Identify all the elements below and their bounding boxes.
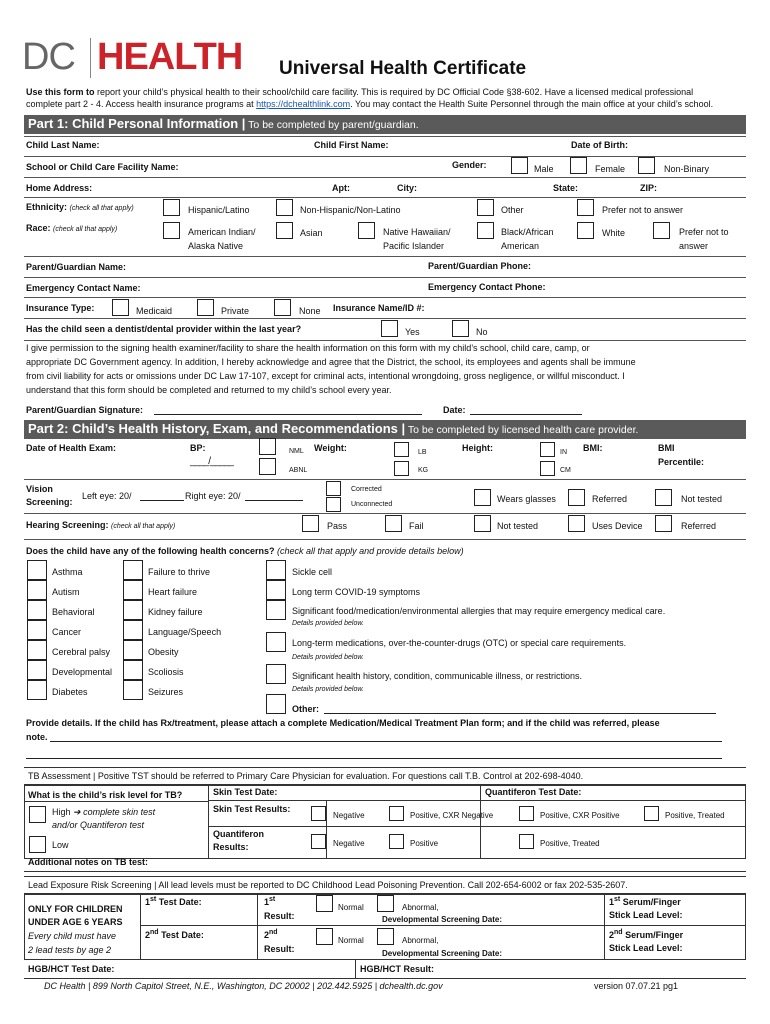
apt-label: Apt: [332, 183, 350, 193]
tb-qft-negative-checkbox[interactable] [311, 834, 326, 849]
hearing-referred-label: Referred [681, 521, 717, 531]
concern-col1-checkbox[interactable] [27, 640, 47, 660]
bp-abnl-checkbox[interactable] [259, 458, 276, 475]
concern-sickle-checkbox[interactable] [266, 560, 286, 580]
lead-result1-label2: Result: [264, 911, 295, 921]
tb-qft-negative-label: Negative [333, 839, 365, 848]
concern-col1-label: Asthma [52, 567, 83, 577]
signature-label: Parent/Guardian Signature: [26, 405, 144, 415]
tb-skin-treated-checkbox[interactable] [644, 806, 659, 821]
height-label: Height: [462, 443, 493, 453]
vision-uncorrected-label: Unconnected [351, 501, 393, 508]
tb-skin-pospos-label: Positive, CXR Positive [540, 811, 620, 820]
footer-address: DC Health | 899 North Capitol Street, N.E., Washington, DC 20002 | 202.442.5925 | dchealth.dc.gov [44, 981, 443, 991]
race-nh-checkbox[interactable] [358, 222, 375, 239]
provide-details-line1: Provide details. If the child has Rx/treatment, please attach a complete Medication/Medical Treatment Plan form; and if the child was referred, please [26, 718, 660, 728]
vision-referred-label: Referred [592, 494, 628, 504]
concern-col1-checkbox[interactable] [27, 620, 47, 640]
tb-notes-label: Additional notes on TB test: [28, 857, 148, 867]
lead-dev1-label: Developmental Screening Date: [382, 915, 503, 924]
hgb-result-label: HGB/HCT Result: [360, 964, 434, 974]
weight-lb-checkbox[interactable] [394, 442, 409, 457]
insurance-none-checkbox[interactable] [274, 299, 291, 316]
lead-serum1-label2: Stick Lead Level: [609, 910, 683, 920]
weight-kg-checkbox[interactable] [394, 461, 409, 476]
race-amind-checkbox[interactable] [163, 222, 180, 239]
race-asian-label: Asian [300, 228, 323, 238]
insurance-medicaid-label: Medicaid [136, 306, 173, 316]
insurance-medicaid-checkbox[interactable] [112, 299, 129, 316]
ec-name-label: Emergency Contact Name: [26, 283, 141, 293]
tb-skin-posneg-label: Positive, CXR Negative [410, 811, 494, 820]
pg-phone-label: Parent/Guardian Phone: [428, 261, 532, 271]
lead-result2-label: 2nd [264, 929, 278, 940]
lead-result1-normal-checkbox[interactable] [316, 895, 333, 912]
vision-wears-label: Wears glasses [497, 494, 556, 504]
vision-label1: Vision [26, 484, 53, 494]
left-eye-line[interactable] [140, 500, 184, 501]
dob-label: Date of Birth: [571, 140, 628, 150]
concern-allergies-details: Details provided below. [292, 620, 364, 627]
race-label: Race: (check all that apply) [26, 223, 118, 233]
permission-line1: I give permission to the signing health examiner/facility to share the health information on this form with my child’s school, child care, camp, or [26, 343, 590, 353]
concern-col2-checkbox[interactable] [123, 580, 143, 600]
hearing-label: Hearing Screening: (check all that apply) [26, 520, 176, 530]
tb-high-label: High ➔ complete skin test [52, 807, 156, 817]
tb-qft-treated-label: Positive, Treated [540, 839, 600, 848]
concern-covid-checkbox[interactable] [266, 580, 286, 600]
lead-result1-abnormal-checkbox[interactable] [377, 895, 394, 912]
bp-nml-label: NML [289, 448, 304, 455]
tb-skin-treated-label: Positive, Treated [665, 811, 725, 820]
lead-dev2-label: Developmental Screening Date: [382, 949, 503, 958]
race-black-checkbox[interactable] [477, 222, 494, 239]
concern-meds-checkbox[interactable] [266, 632, 286, 652]
tb-high-checkbox[interactable] [29, 806, 46, 823]
concern-covid-label: Long term COVID-19 symptoms [292, 587, 421, 597]
weight-label: Weight: [314, 443, 347, 453]
concern-col2-checkbox[interactable] [123, 600, 143, 620]
provide-details-line2: note. [26, 732, 48, 742]
concern-col1-checkbox[interactable] [27, 600, 47, 620]
concern-col1-checkbox[interactable] [27, 680, 47, 700]
race-nh-label2: Pacific Islander [383, 241, 445, 251]
race-amind-label2: Alaska Native [188, 241, 244, 251]
concern-col2-checkbox[interactable] [123, 620, 143, 640]
concern-col2-label: Language/Speech [148, 627, 222, 637]
insurance-none-label: None [299, 306, 321, 316]
lead-result2-label2: Result: [264, 944, 295, 954]
vision-corrected-label: Corrected [351, 486, 382, 493]
vision-corrected-checkbox[interactable] [326, 481, 341, 496]
concern-history-label: Significant health history, condition, communicable illness, or restrictions. [292, 671, 582, 681]
concern-col1-checkbox[interactable] [27, 660, 47, 680]
tb-qft-positive-label: Positive [410, 839, 439, 848]
race-white-checkbox[interactable] [577, 222, 594, 239]
gender-male-label: Male [534, 164, 554, 174]
race-white-label: White [602, 228, 626, 238]
home-address-label: Home Address: [26, 183, 93, 193]
race-prefer-checkbox[interactable] [653, 222, 670, 239]
race-nh-label1: Native Hawaiian/ [383, 227, 451, 237]
concern-other-checkbox[interactable] [266, 694, 286, 714]
tb-low-label: Low [52, 840, 69, 850]
lead-serum1-label: 1st Serum/Finger [609, 896, 681, 907]
arrow-right-icon: ➔ [73, 807, 81, 817]
hearing-referred-checkbox[interactable] [655, 515, 672, 532]
lead-test2-date-label: 2nd Test Date: [145, 929, 204, 940]
tb-skin-posneg-checkbox[interactable] [389, 806, 404, 821]
signature-date-line[interactable] [470, 414, 582, 415]
permission-line2: appropriate DC Government agency. In addition, I hereby acknowledge and agree that the District, the school, its employees and agents shall be immune [26, 357, 636, 367]
concern-col2-label: Scoliosis [148, 667, 184, 677]
tb-low-checkbox[interactable] [29, 836, 46, 853]
ethnicity-nonhispanic-checkbox[interactable] [276, 199, 293, 216]
gender-female-label: Female [595, 164, 626, 174]
provide-details-line[interactable] [50, 741, 722, 742]
hearing-fail-label: Fail [409, 521, 424, 531]
bp-label: BP: [190, 443, 206, 453]
footer-version: version 07.07.21 pg1 [594, 981, 679, 991]
vision-referred-checkbox[interactable] [568, 489, 585, 506]
race-amind-label1: American Indian/ [188, 227, 256, 237]
signature-line[interactable] [154, 414, 422, 415]
bmi-label: BMI: [583, 443, 603, 453]
state-label: State: [553, 183, 579, 193]
pg-name-label: Parent/Guardian Name: [26, 262, 127, 272]
city-label: City: [397, 183, 417, 193]
concern-col1-checkbox[interactable] [27, 580, 47, 600]
concern-history-checkbox[interactable] [266, 664, 286, 684]
race-asian-checkbox[interactable] [276, 222, 293, 239]
concern-meds-label: Long-term medications, over-the-counter-drugs (OTC) or special care requirements. [292, 638, 627, 648]
vision-uncorrected-checkbox[interactable] [326, 497, 341, 512]
lead-only2: UNDER AGE 6 YEARS [28, 917, 123, 927]
weight-kg-label: KG [418, 467, 429, 474]
tb-skin-negative-label: Negative [333, 811, 365, 820]
lead-result2-abnormal-label: Abnormal, [402, 936, 439, 945]
tb-skin-negative-checkbox[interactable] [311, 806, 326, 821]
right-eye-line[interactable] [245, 500, 303, 501]
concern-col2-checkbox[interactable] [123, 680, 143, 700]
bmi-pct-label2: Percentile: [658, 457, 705, 467]
weight-lb-label: LB [418, 449, 427, 456]
concern-col1-label: Diabetes [52, 687, 88, 697]
ethnicity-other-checkbox[interactable] [477, 199, 494, 216]
bp-abnl-label: ABNL [289, 467, 308, 474]
hearing-fail-checkbox[interactable] [385, 515, 402, 532]
tb-high-label2: and/or Quantiferon test [52, 820, 145, 830]
concern-col2-label: Heart failure [148, 587, 198, 597]
tb-qft-results-label1: Quantiferon [213, 829, 264, 839]
concern-col2-label: Failure to thrive [148, 567, 211, 577]
insurance-private-checkbox[interactable] [197, 299, 214, 316]
lead-test1-date-label: 1st Test Date: [145, 896, 202, 907]
tb-qft-treated-checkbox[interactable] [519, 834, 534, 849]
lead-result1-abnormal-label: Abnormal, [402, 903, 439, 912]
concern-col2-checkbox[interactable] [123, 640, 143, 660]
tb-skin-pospos-checkbox[interactable] [519, 806, 534, 821]
tb-header: TB Assessment | Positive TST should be referred to Primary Care Physician for evaluation. For questions call T.B. Control at 202-698-4040. [24, 767, 746, 785]
race-black-label2: American [501, 241, 540, 251]
ethnicity-prefer-checkbox[interactable] [577, 199, 594, 216]
zip-label: ZIP: [640, 183, 657, 193]
insurance-name-label: Insurance Name/ID #: [333, 303, 425, 313]
right-eye-label: Right eye: 20/ [185, 491, 241, 501]
concern-col2-checkbox[interactable] [123, 660, 143, 680]
bmi-pct-label1: BMI [658, 443, 675, 453]
school-name-label: School or Child Care Facility Name: [26, 162, 179, 172]
tb-qft-date-label: Quantiferon Test Date: [485, 787, 582, 797]
ethnicity-other-label: Other [501, 205, 524, 215]
ethnicity-hispanic-checkbox[interactable] [163, 199, 180, 216]
lead-serum2-label2: Stick Lead Level: [609, 943, 683, 953]
vision-not-tested-checkbox[interactable] [655, 489, 672, 506]
hearing-not-tested-checkbox[interactable] [474, 515, 491, 532]
concern-allergies-label: Significant food/medication/environmental allergies that may require emergency medical care. [292, 606, 666, 616]
tb-qft-results-label2: Results: [213, 842, 249, 852]
dentist-yes-label: Yes [405, 327, 420, 337]
insurance-type-label: Insurance Type: [26, 303, 95, 313]
hearing-device-checkbox[interactable] [568, 515, 585, 532]
ethnicity-label: Ethnicity: (check all that apply) [26, 202, 134, 212]
ethnicity-nonhispanic-label: Non-Hispanic/Non-Latino [300, 205, 401, 215]
lead-result1-label: 1st [264, 896, 276, 907]
ethnicity-prefer-label: Prefer not to answer [602, 205, 684, 215]
gender-nonbinary-checkbox[interactable] [638, 157, 655, 174]
concern-sickle-label: Sickle cell [292, 567, 333, 577]
concern-col2-label: Obesity [148, 647, 179, 657]
lead-result2-normal-label: Normal [338, 936, 364, 945]
dentist-no-checkbox[interactable] [452, 320, 469, 337]
logo-health-text: HEALTH [97, 36, 243, 78]
concern-col1-label: Developmental [52, 667, 113, 677]
intro-line2: complete part 2 - 4. Access health insurance programs at https://dchealthlink.com. You may contact the Health Suite Personnel through the main office at your child’s school. [26, 99, 714, 109]
intro-line1: Use this form to report your child’s physical health to their school/child care facility. This is required by DC Official Code §38-602. Have a licensed medical professional [26, 87, 694, 97]
permission-line4: understand that this form should be completed and returned to my child’s school every year. [26, 385, 392, 395]
dentist-no-label: No [476, 327, 488, 337]
part1-header: Part 1: Child Personal Information | To be completed by parent/guardian. [24, 115, 746, 134]
gender-label: Gender: [452, 160, 487, 170]
gender-nonbinary-label: Non-Binary [664, 164, 710, 174]
vision-not-tested-label: Not tested [681, 494, 723, 504]
concern-col1-label: Behavioral [52, 607, 95, 617]
lead-result2-normal-checkbox[interactable] [316, 928, 333, 945]
concern-col1-label: Autism [52, 587, 80, 597]
insurance-private-label: Private [221, 306, 250, 316]
permission-line3: from civil liability for acts or omissions under DC Law 17-107, except for criminal acts, intentional wrongdoing, gross negligence, or willful misconduct. I [26, 371, 625, 381]
concern-meds-details: Details provided below. [292, 654, 364, 661]
concerns-question: Does the child have any of the following health concerns? (check all that apply and provide details below) [26, 546, 464, 556]
lead-result1-normal-label: Normal [338, 903, 364, 912]
part2-header: Part 2: Child’s Health History, Exam, and Recommendations | To be completed by licensed health care provider. [24, 420, 746, 439]
exam-date-label: Date of Health Exam: [26, 443, 117, 453]
height-cm-checkbox[interactable] [540, 461, 555, 476]
gender-female-checkbox[interactable] [570, 157, 587, 174]
logo-divider [90, 38, 91, 78]
provide-details-line-2[interactable] [26, 758, 722, 759]
hearing-pass-checkbox[interactable] [302, 515, 319, 532]
race-prefer-label2: answer [679, 241, 709, 251]
hearing-not-tested-label: Not tested [497, 521, 539, 531]
height-cm-label: CM [560, 467, 571, 474]
lead-result2-abnormal-checkbox[interactable] [377, 928, 394, 945]
concern-allergies-checkbox[interactable] [266, 600, 286, 620]
logo-dc-text: DC [22, 36, 75, 78]
vision-label2: Screening: [26, 497, 73, 507]
tb-qft-positive-checkbox[interactable] [389, 834, 404, 849]
hgb-date-label: HGB/HCT Test Date: [28, 964, 115, 974]
tb-skin-results-label: Skin Test Results: [213, 804, 291, 814]
concern-col2-checkbox[interactable] [123, 560, 143, 580]
height-in-label: IN [560, 449, 567, 456]
ethnicity-hispanic-label: Hispanic/Latino [188, 205, 250, 215]
child-last-name-label: Child Last Name: [26, 140, 100, 150]
height-in-checkbox[interactable] [540, 442, 555, 457]
lead-only4: 2 lead tests by age 2 [28, 945, 112, 955]
vision-wears-checkbox[interactable] [474, 489, 491, 506]
dchealthlink-link[interactable]: https://dchealthlink.com [256, 99, 351, 109]
lead-serum2-label: 2nd Serum/Finger [609, 929, 684, 940]
concern-col1-label: Cerebral palsy [52, 647, 111, 657]
concern-col2-label: Seizures [148, 687, 184, 697]
ec-phone-label: Emergency Contact Phone: [428, 282, 546, 292]
tb-skin-date-label: Skin Test Date: [213, 787, 278, 797]
concern-history-details: Details provided below. [292, 686, 364, 693]
child-first-name-label: Child First Name: [314, 140, 389, 150]
dentist-question: Has the child seen a dentist/dental provider within the last year? [26, 324, 302, 334]
concern-col1-checkbox[interactable] [27, 560, 47, 580]
hearing-device-label: Uses Device [592, 521, 643, 531]
lead-only1: ONLY FOR CHILDREN [28, 904, 123, 914]
race-black-label1: Black/African [501, 227, 554, 237]
concern-col2-label: Kidney failure [148, 607, 203, 617]
left-eye-label: Left eye: 20/ [82, 491, 132, 501]
bp-nml-checkbox[interactable] [259, 438, 276, 455]
concern-other-label: Other: [292, 704, 319, 714]
lead-only3: Every child must have [28, 931, 117, 941]
hearing-pass-label: Pass [327, 521, 348, 531]
concern-col1-label: Cancer [52, 627, 82, 637]
concern-other-line[interactable] [324, 713, 716, 714]
page-title: Universal Health Certificate [279, 58, 527, 79]
signature-date-label: Date: [443, 405, 466, 415]
bp-fields[interactable]: ____/_____ [190, 456, 233, 467]
gender-male-checkbox[interactable] [511, 157, 528, 174]
tb-risk-question: What is the child’s risk level for TB? [28, 790, 183, 800]
race-prefer-label1: Prefer not to [679, 227, 729, 237]
dentist-yes-checkbox[interactable] [381, 320, 398, 337]
lead-header: Lead Exposure Risk Screening | All lead levels must be reported to DC Childhood Lead Poisoning Prevention. Call 202-654-6002 or fax 202-535-2607. [24, 876, 746, 894]
